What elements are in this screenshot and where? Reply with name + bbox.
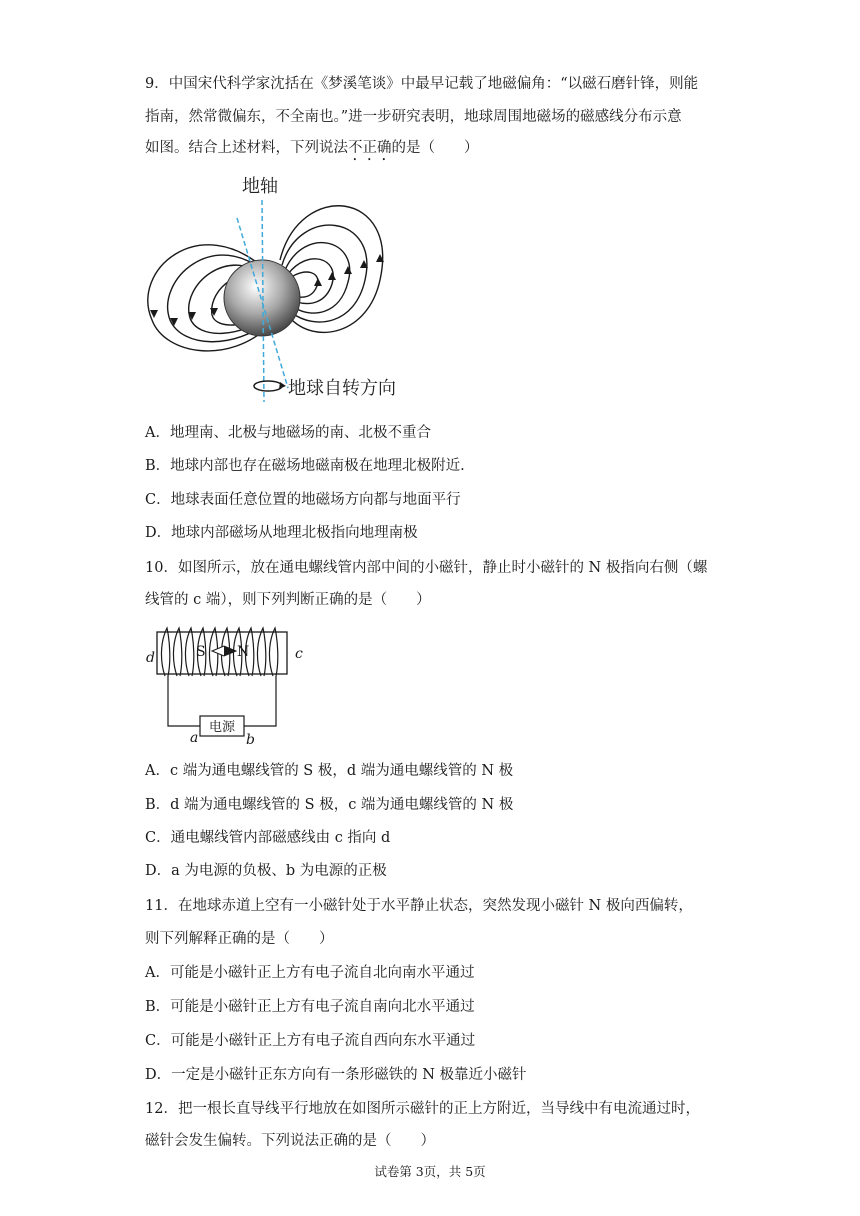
earth-magnetic-field-figure bbox=[140, 170, 430, 410]
page-footer: 试卷第 3页，共 5页 bbox=[374, 1164, 486, 1179]
q11-stem-line-2: 则下列解释正确的是（ ） bbox=[145, 931, 334, 947]
rotation-label: 地球自转方向 bbox=[288, 378, 396, 399]
q10-option-d: D．a 为电源的负极、b 为电源的正极 bbox=[145, 863, 387, 879]
end-label-d: d bbox=[146, 650, 155, 666]
q10-option-c: C．通电螺线管内部磁感线由 c 指向 d bbox=[145, 830, 391, 846]
solenoid-figure bbox=[140, 622, 320, 750]
q10-stem-line-1: 10．如图所示，放在通电螺线管内部中间的小磁针，静止时小磁针的 N 极指向右侧（螺 bbox=[145, 560, 708, 576]
q9-option-b: B．地球内部也存在磁场地磁南极在地理北极附近. bbox=[145, 458, 465, 474]
q11-option-d: D．一定是小磁针正东方向有一条形磁铁的 N 极靠近小磁针 bbox=[145, 1067, 527, 1083]
needle-label-s: S bbox=[196, 644, 206, 660]
q9-stem-line-3-text: 如图。结合上述材料，下列说法 bbox=[145, 140, 348, 156]
q12-stem-line-1: 12．把一根长直导线平行地放在如图所示磁针的正上方附近，当导线中有电流通过时， bbox=[145, 1101, 700, 1117]
q11-stem-line-1: 11．在地球赤道上空有一小磁针处于水平静止状态，突然发现小磁针 N 极向西偏转， bbox=[145, 898, 693, 914]
q10-option-a: A．c 端为通电螺线管的 S 极，d 端为通电螺线管的 N 极 bbox=[145, 763, 514, 779]
rotation-arrow-icon bbox=[254, 381, 282, 391]
q10-option-b: B．d 端为通电螺线管的 S 极，c 端为通电螺线管的 N 极 bbox=[145, 797, 514, 813]
q9-stem-emphasis: 不正确 bbox=[348, 140, 392, 156]
q10-stem-line-2: 线管的 c 端），则下列判断正确的是（ ） bbox=[145, 592, 431, 608]
q9-stem-line-1: 9．中国宋代科学家沈括在《梦溪笔谈》中最早记载了地磁偏角：“以磁石磨针锋，则能 bbox=[145, 76, 699, 92]
q9-stem-line-2: 指南，然常微偏东，不全南也。”进一步研究表明，地球周围地磁场的磁感线分布示意 bbox=[145, 109, 682, 125]
needle-label-n: N bbox=[237, 644, 250, 660]
q9-option-d: D．地球内部磁场从地理北极指向地理南极 bbox=[145, 525, 418, 541]
rotation-arrowhead-icon bbox=[279, 382, 286, 389]
end-label-c: c bbox=[295, 646, 303, 662]
q12-stem-line-2: 磁针会发生偏转。下列说法正确的是（ ） bbox=[145, 1133, 435, 1149]
power-source-label: 电源 bbox=[208, 720, 236, 735]
wire-left bbox=[168, 676, 200, 726]
q9-option-c: C．地球表面任意位置的地磁场方向都与地面平行 bbox=[145, 492, 461, 508]
wire-right bbox=[244, 676, 276, 726]
q9-stem-line-3 bbox=[145, 138, 479, 164]
q9-option-a: A．地理南、北极与地磁场的南、北极不重合 bbox=[145, 425, 431, 441]
terminal-label-a: a bbox=[190, 730, 199, 746]
terminal-label-b: b bbox=[246, 732, 255, 748]
earth-globe bbox=[224, 260, 300, 336]
q9-stem-tail: 的是（ ） bbox=[391, 140, 479, 156]
q11-option-a: A．可能是小磁针正上方有电子流自北向南水平通过 bbox=[145, 965, 475, 981]
axis-label: 地轴 bbox=[242, 176, 278, 197]
q11-option-b: B．可能是小磁针正上方有电子流自南向北水平通过 bbox=[145, 999, 475, 1015]
q11-option-c: C．可能是小磁针正上方有电子流自西向东水平通过 bbox=[145, 1033, 476, 1049]
